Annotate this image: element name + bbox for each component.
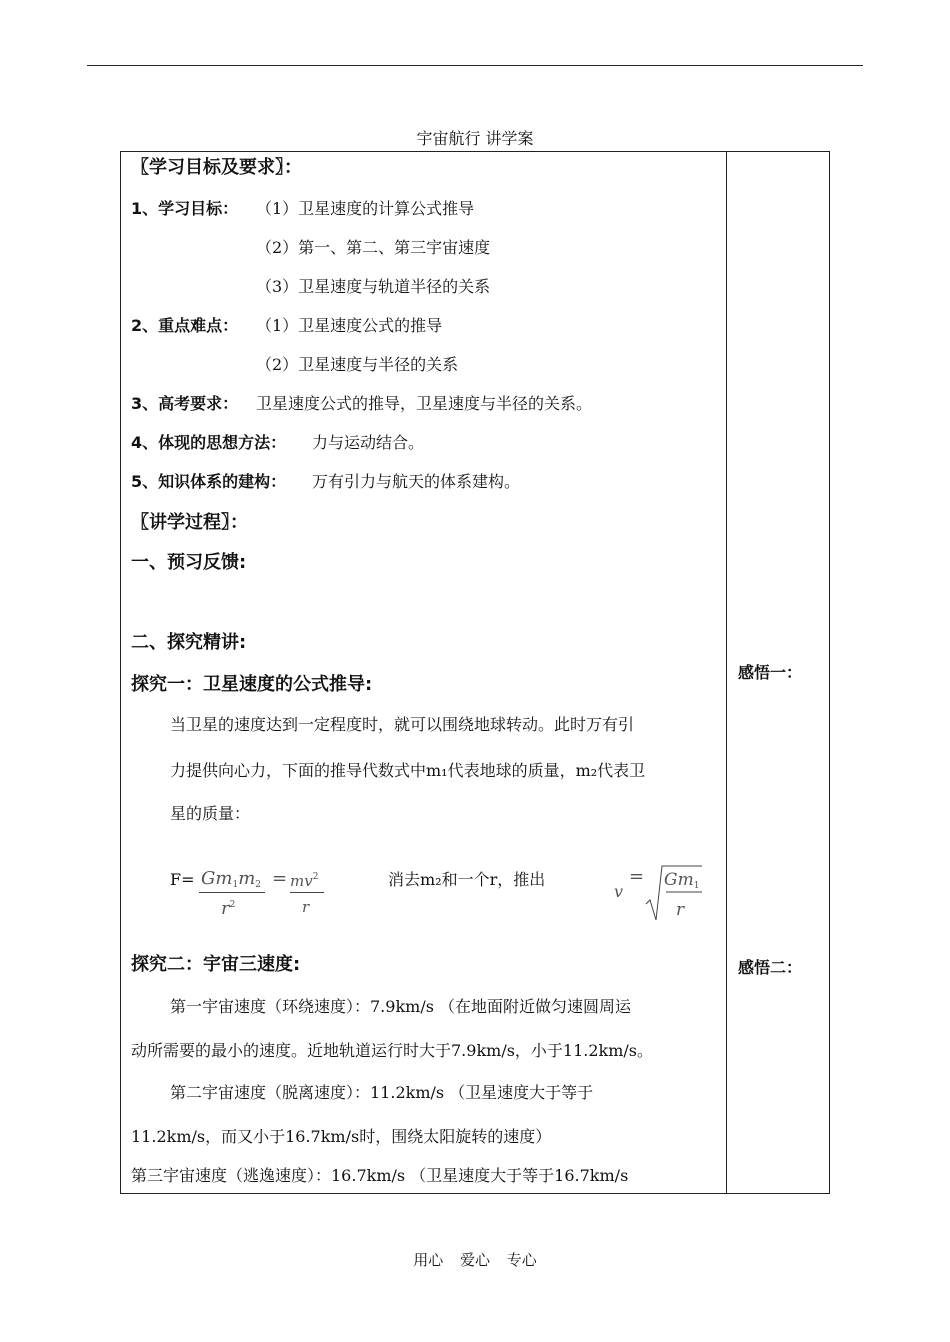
- key-label: 2、重点难点：: [131, 316, 239, 335]
- column-divider: [726, 151, 727, 1194]
- footer-item-3: 专心: [506, 1251, 537, 1269]
- v1-line-1: 第一宇宙速度（环绕速度）：7.9km/s （在地面附近做匀速圆周运: [170, 997, 632, 1016]
- goal-item-2: （2）第一、第二、第三宇宙速度: [256, 238, 491, 257]
- v1-line-2: 动所需要的最小的速度。近地轨道运行时大于7.9km/s，小于11.2km/s。: [131, 1041, 654, 1060]
- v2-line-1: 第二宇宙速度（脱离速度）：11.2km/s （卫星速度大于等于: [170, 1083, 594, 1102]
- footer-item-2: 爱心: [459, 1251, 490, 1269]
- exam-label: 3、高考要求：: [131, 394, 239, 413]
- system-label: 5、知识体系的建构：: [131, 472, 287, 491]
- explore1-line-3: 星的质量：: [170, 804, 251, 823]
- v3-line-1: 第三宇宙速度（逃逸速度）：16.7km/s （卫星速度大于等于16.7km/s: [131, 1166, 629, 1185]
- eliminate-text: 消去m₂和一个r，推出: [388, 870, 546, 889]
- v2-line-2: 11.2km/s，而又小于16.7km/s时，围绕太阳旋转的速度）: [131, 1127, 552, 1146]
- key-item-2: （2）卫星速度与半径的关系: [256, 355, 459, 374]
- velocity-formula: v = $Gm_1$ r: [610, 860, 710, 926]
- method-text: 力与运动结合。: [312, 433, 425, 452]
- centripetal-fraction: $mv^2$ r: [288, 866, 328, 920]
- objectives-header: 〖学习目标及要求〗：: [131, 157, 302, 178]
- goal-item-1: （1）卫星速度的计算公式推导: [256, 199, 475, 218]
- explore-header: 二、探究精讲:: [131, 632, 247, 653]
- system-text: 万有引力与航天的体系建构。: [312, 472, 521, 491]
- content-table: [120, 151, 830, 1194]
- page-title: 宇宙航行 讲学案: [416, 129, 534, 148]
- goal-item-3: （3）卫星速度与轨道半径的关系: [256, 277, 491, 296]
- explore1-heading: 探究一：卫星速度的公式推导:: [131, 674, 373, 695]
- explore1-line-2: 力提供向心力，下面的推导代数式中m₁代表地球的质量，m₂代表卫: [170, 761, 646, 780]
- process-header: 〖讲学过程〗：: [131, 512, 248, 533]
- page-footer: [0, 1249, 950, 1270]
- preview-header: 一、预习反馈:: [131, 552, 247, 573]
- insight-2-label: 感悟二：: [738, 958, 803, 977]
- equals-sign: =: [272, 868, 288, 889]
- goal-label: 1、学习目标：: [131, 199, 239, 218]
- gravity-fraction: $Gm_1m_2$ $r^2$: [197, 866, 267, 920]
- explore2-heading: 探究二：宇宙三速度:: [131, 954, 301, 975]
- method-label: 4、体现的思想方法：: [131, 433, 287, 452]
- insight-1-label: 感悟一：: [738, 663, 803, 682]
- exam-text: 卫星速度公式的推导，卫星速度与半径的关系。: [256, 394, 593, 413]
- footer-item-1: 用心: [413, 1251, 444, 1269]
- header-rule: [87, 65, 863, 66]
- explore1-line-1: 当卫星的速度达到一定程度时，就可以围绕地球转动。此时万有引: [170, 715, 635, 734]
- formula-prefix: F=: [170, 870, 195, 889]
- key-item-1: （1）卫星速度公式的推导: [256, 316, 443, 335]
